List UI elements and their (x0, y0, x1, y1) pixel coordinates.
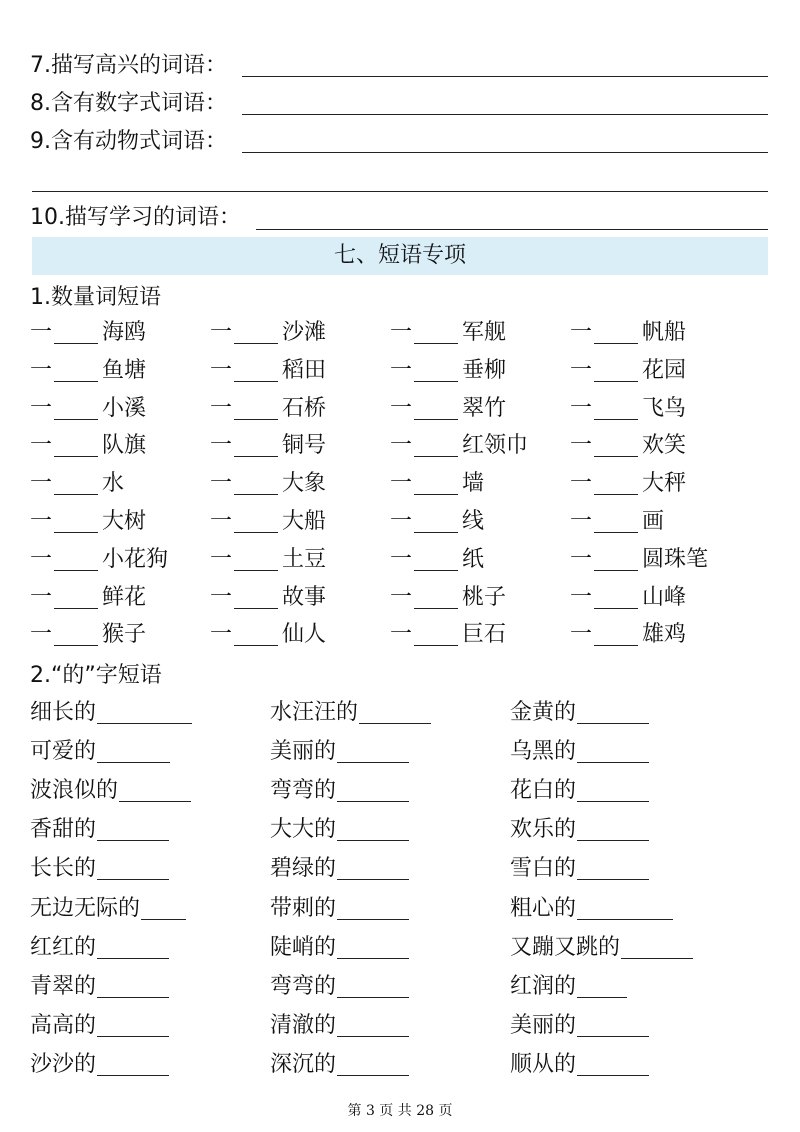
fill-blank[interactable] (414, 645, 458, 646)
de-phrase-item (510, 815, 649, 845)
fill-blank[interactable] (54, 494, 98, 495)
noun-word: 飞鸟 (642, 395, 687, 421)
de-phrase-text: 粗心的 (510, 895, 577, 921)
quantifier-prefix: 一 (210, 320, 233, 345)
noun-word: 桃子 (462, 584, 507, 610)
de-phrase-item (30, 854, 169, 884)
quantifier-prefix: 一 (210, 622, 233, 648)
de-phrase-text: 弯弯的 (270, 778, 337, 804)
de-phrase-item (30, 1050, 169, 1080)
noun-word: 雄鸡 (642, 622, 687, 648)
quantifier-prefix: 一 (30, 320, 53, 345)
quantifier-prefix: 一 (30, 471, 53, 497)
de-phrase-text: 乌黑的 (510, 739, 577, 765)
de-phrase-text: 波浪似的 (30, 778, 119, 804)
noun-word: 翠竹 (462, 395, 507, 421)
fill-blank[interactable] (54, 645, 98, 646)
fill-blank[interactable] (234, 343, 278, 344)
fill-blank[interactable] (97, 972, 169, 998)
fill-blank[interactable] (414, 532, 458, 533)
fill-blank[interactable] (577, 776, 649, 802)
de-phrase-item (510, 933, 693, 963)
de-phrase-text: 青翠的 (30, 973, 97, 999)
quantifier-prefix: 一 (30, 433, 53, 459)
fill-blank[interactable] (414, 381, 458, 382)
de-phrase-text: 深沉的 (270, 1051, 337, 1077)
fill-blank[interactable] (414, 494, 458, 495)
noun-word: 大秤 (642, 471, 687, 497)
de-phrase-item (30, 815, 169, 845)
noun-word: 小溪 (102, 395, 147, 421)
fill-blank[interactable] (234, 456, 278, 457)
de-phrase-item (510, 776, 649, 806)
de-phrase-text: 水汪汪的 (270, 700, 359, 725)
de-phrase-item (30, 737, 170, 767)
fill-blank[interactable] (97, 1050, 169, 1076)
quantifier-prefix: 一 (390, 509, 413, 534)
de-phrase-item (30, 1011, 169, 1041)
de-phrase-text: 又蹦又跳的 (510, 934, 621, 960)
de-phrase-text: 陡峭的 (270, 934, 337, 960)
quantifier-prefix: 一 (210, 395, 233, 421)
de-phrase-text: 欢乐的 (510, 817, 577, 843)
page-footer: 第 3 页 共 28 页 (347, 1103, 453, 1119)
quantifier-prefix: 一 (390, 622, 413, 648)
fill-blank[interactable] (337, 815, 409, 841)
quantifier-prefix: 一 (390, 584, 413, 610)
fill-blank[interactable] (54, 419, 98, 420)
de-phrase-text: 花白的 (510, 778, 577, 804)
noun-word: 红领巾 (462, 433, 529, 459)
fill-blank[interactable] (97, 815, 169, 841)
de-phrase-item (510, 698, 649, 728)
fill-blank[interactable] (414, 570, 458, 571)
de-phrase-text: 带刺的 (270, 895, 337, 921)
de-phrase-item (30, 933, 169, 963)
quantifier-prefix: 一 (30, 584, 53, 610)
de-phrase-item (270, 933, 409, 963)
fill-blank[interactable] (141, 894, 186, 920)
de-phrase-text: 细长的 (30, 700, 97, 725)
question-label: 8.含有数字式词语： (30, 91, 227, 116)
quantifier-prefix: 一 (30, 622, 53, 648)
de-phrase-item (510, 854, 649, 884)
fill-blank[interactable] (54, 343, 98, 344)
noun-word: 队旗 (102, 433, 147, 459)
fill-blank[interactable] (359, 698, 431, 724)
quantifier-prefix: 一 (570, 584, 593, 610)
de-phrase-item (270, 737, 409, 767)
answer-line[interactable] (256, 229, 768, 230)
de-phrase-text: 无边无际的 (30, 895, 141, 921)
de-phrase-text: 美丽的 (270, 739, 337, 765)
noun-word: 海鸥 (102, 320, 147, 345)
quantifier-prefix: 一 (210, 471, 233, 497)
part2-heading: 2.“的”字短语 (30, 663, 162, 688)
answer-line[interactable] (242, 114, 768, 115)
de-phrase-text: 沙沙的 (30, 1051, 97, 1077)
fill-blank[interactable] (414, 343, 458, 344)
de-phrase-text: 大大的 (270, 817, 337, 843)
noun-word: 水 (102, 471, 125, 497)
quantifier-prefix: 一 (210, 509, 233, 534)
fill-blank[interactable] (577, 1011, 649, 1037)
fill-blank[interactable] (594, 608, 638, 609)
de-phrase-text: 可爱的 (30, 739, 97, 765)
question-label: 7.描写高兴的词语： (30, 53, 227, 78)
de-phrase-text: 红红的 (30, 934, 97, 960)
de-phrase-item (30, 894, 186, 924)
fill-blank[interactable] (54, 570, 98, 571)
noun-word: 大象 (282, 471, 327, 497)
fill-blank[interactable] (594, 532, 638, 533)
fill-blank[interactable] (119, 776, 191, 802)
de-phrase-text: 清澈的 (270, 1012, 337, 1038)
noun-word: 稻田 (282, 357, 327, 383)
de-phrase-item (270, 894, 409, 924)
fill-blank[interactable] (414, 419, 458, 420)
fill-blank[interactable] (337, 933, 409, 959)
de-phrase-text: 红润的 (510, 973, 577, 999)
fill-blank[interactable] (577, 737, 649, 763)
noun-word: 小花狗 (102, 546, 169, 572)
noun-word: 大船 (282, 509, 327, 534)
noun-word: 画 (642, 509, 665, 534)
fill-blank[interactable] (594, 343, 638, 344)
quantifier-prefix: 一 (30, 395, 53, 421)
quantifier-prefix: 一 (570, 395, 593, 421)
de-phrase-text: 碧绿的 (270, 856, 337, 882)
fill-blank[interactable] (594, 570, 638, 571)
fill-blank[interactable] (594, 645, 638, 646)
fill-blank[interactable] (97, 854, 169, 880)
fill-blank[interactable] (97, 1011, 169, 1037)
question-label: 10.描写学习的词语： (30, 205, 241, 230)
quantifier-prefix: 一 (390, 546, 413, 572)
section-title: 七、短语专项 (333, 243, 466, 268)
noun-word: 鲜花 (102, 584, 147, 610)
noun-word: 土豆 (282, 546, 327, 572)
fill-blank[interactable] (337, 972, 409, 998)
fill-blank[interactable] (97, 933, 169, 959)
question-label: 9.含有动物式词语： (30, 129, 227, 154)
de-phrase-item (510, 972, 627, 1002)
noun-word: 帆船 (642, 320, 687, 345)
fill-blank[interactable] (337, 854, 409, 880)
de-phrase-item (270, 698, 431, 728)
fill-blank[interactable] (577, 698, 649, 724)
fill-blank[interactable] (97, 698, 192, 724)
fill-blank[interactable] (234, 494, 278, 495)
de-phrase-item (510, 894, 673, 924)
de-phrase-text: 高高的 (30, 1012, 97, 1038)
fill-blank[interactable] (577, 972, 627, 998)
de-phrase-item (30, 972, 169, 1002)
noun-word: 欢笑 (642, 433, 687, 459)
quantifier-prefix: 一 (30, 546, 53, 572)
fill-blank[interactable] (337, 1011, 409, 1037)
de-phrase-text: 长长的 (30, 856, 97, 882)
fill-blank[interactable] (97, 737, 170, 763)
fill-blank[interactable] (234, 608, 278, 609)
fill-blank[interactable] (337, 737, 409, 763)
noun-word: 大树 (102, 509, 147, 534)
de-phrase-text: 顺从的 (510, 1051, 577, 1077)
fill-blank[interactable] (594, 419, 638, 420)
noun-word: 墙 (462, 471, 485, 497)
de-phrase-item (270, 854, 409, 884)
quantifier-prefix: 一 (210, 433, 233, 459)
fill-blank[interactable] (414, 608, 458, 609)
noun-word: 猴子 (102, 622, 147, 648)
de-phrase-text: 雪白的 (510, 856, 577, 882)
fill-blank[interactable] (337, 776, 409, 802)
fill-blank[interactable] (621, 933, 693, 959)
noun-word: 沙滩 (282, 320, 327, 345)
quantifier-prefix: 一 (390, 357, 413, 383)
quantifier-prefix: 一 (570, 546, 593, 572)
de-phrase-item (30, 698, 192, 728)
de-phrase-text: 香甜的 (30, 817, 97, 843)
quantifier-prefix: 一 (210, 546, 233, 572)
noun-word: 圆珠笔 (642, 546, 709, 572)
quantifier-prefix: 一 (570, 357, 593, 383)
noun-word: 花园 (642, 357, 687, 383)
noun-word: 山峰 (642, 584, 687, 610)
fill-blank[interactable] (414, 456, 458, 457)
fill-blank[interactable] (234, 419, 278, 420)
quantifier-prefix: 一 (210, 357, 233, 383)
fill-blank[interactable] (577, 1050, 649, 1076)
fill-blank[interactable] (594, 456, 638, 457)
fill-blank[interactable] (54, 532, 98, 533)
noun-word: 仙人 (282, 622, 327, 648)
noun-word: 军舰 (462, 320, 507, 345)
de-phrase-item (270, 972, 409, 1002)
de-phrase-item (270, 1050, 409, 1080)
quantifier-prefix: 一 (570, 509, 593, 534)
fill-blank[interactable] (234, 645, 278, 646)
noun-word: 石桥 (282, 395, 327, 421)
noun-word: 巨石 (462, 622, 507, 648)
fill-blank[interactable] (337, 894, 409, 920)
answer-line[interactable] (242, 152, 768, 153)
noun-word: 线 (462, 509, 485, 534)
fill-blank[interactable] (577, 815, 649, 841)
noun-word: 垂柳 (462, 357, 507, 383)
quantifier-prefix: 一 (570, 320, 593, 345)
fill-blank[interactable] (594, 381, 638, 382)
fill-blank[interactable] (594, 494, 638, 495)
fill-blank[interactable] (54, 608, 98, 609)
de-phrase-item (30, 776, 191, 806)
de-phrase-item (270, 815, 409, 845)
quantifier-prefix: 一 (390, 471, 413, 497)
de-phrase-text: 美丽的 (510, 1012, 577, 1038)
fill-blank[interactable] (234, 532, 278, 533)
de-phrase-item (510, 1011, 649, 1041)
noun-word: 故事 (282, 584, 327, 610)
quantifier-prefix: 一 (390, 320, 413, 345)
fill-blank[interactable] (337, 1050, 409, 1076)
de-phrase-item (510, 737, 649, 767)
de-phrase-text: 弯弯的 (270, 973, 337, 999)
quantifier-prefix: 一 (570, 471, 593, 497)
answer-line-extra[interactable] (32, 191, 768, 192)
fill-blank[interactable] (577, 854, 649, 880)
fill-blank[interactable] (577, 894, 673, 920)
noun-word: 纸 (462, 546, 485, 572)
de-phrase-text: 金黄的 (510, 700, 577, 725)
quantifier-prefix: 一 (570, 433, 593, 459)
quantifier-prefix: 一 (390, 433, 413, 459)
fill-blank[interactable] (54, 456, 98, 457)
answer-line[interactable] (242, 76, 768, 77)
de-phrase-item (510, 1050, 649, 1080)
de-phrase-item (270, 1011, 409, 1041)
quantifier-prefix: 一 (570, 622, 593, 648)
noun-word: 鱼塘 (102, 357, 147, 383)
quantifier-prefix: 一 (30, 357, 53, 383)
part1-heading: 1.数量词短语 (30, 285, 161, 310)
fill-blank[interactable] (54, 381, 98, 382)
noun-word: 铜号 (282, 433, 327, 459)
fill-blank[interactable] (234, 570, 278, 571)
fill-blank[interactable] (234, 381, 278, 382)
quantifier-prefix: 一 (30, 509, 53, 534)
section-banner (32, 237, 768, 275)
quantifier-prefix: 一 (390, 395, 413, 421)
de-phrase-item (270, 776, 409, 806)
quantifier-prefix: 一 (210, 584, 233, 610)
